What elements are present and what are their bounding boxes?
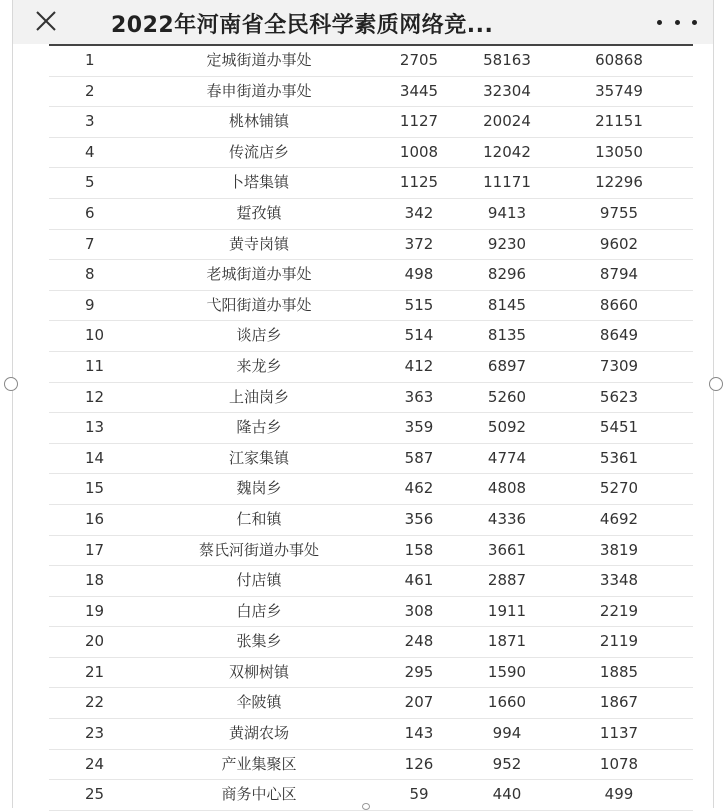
value-c-cell: 5623 <box>599 387 639 406</box>
value-b-cell: 11171 <box>483 173 531 192</box>
value-a-cell: 3445 <box>399 81 439 100</box>
value-b-cell: 4774 <box>487 448 527 467</box>
name-cell: 踅孜镇 <box>236 203 282 222</box>
right-resize-handle[interactable] <box>709 377 723 391</box>
name-cell: 张集乡 <box>236 632 282 651</box>
value-b-cell: 9230 <box>487 234 527 253</box>
value-c-cell: 2219 <box>599 601 639 620</box>
name-cell: 上油岗乡 <box>228 387 289 406</box>
table-row <box>49 199 693 230</box>
name-cell: 付店镇 <box>236 571 282 590</box>
name-cell: 谈店乡 <box>236 326 282 345</box>
rank-cell: 8 <box>85 265 95 284</box>
table-row <box>49 627 693 658</box>
value-a-cell: 248 <box>404 632 434 651</box>
rank-cell: 21 <box>85 662 105 681</box>
value-c-cell: 7309 <box>599 356 639 375</box>
value-b-cell: 9413 <box>487 203 527 222</box>
value-c-cell: 8660 <box>599 295 639 314</box>
value-a-cell: 498 <box>404 265 434 284</box>
value-c-cell: 5451 <box>599 418 639 437</box>
rank-cell: 16 <box>85 509 105 528</box>
rank-cell: 15 <box>85 479 105 498</box>
rank-cell: 3 <box>85 112 95 131</box>
top-bar <box>13 0 713 44</box>
value-a-cell: 461 <box>404 571 434 590</box>
value-a-cell: 1008 <box>399 142 439 161</box>
table-row <box>49 658 693 689</box>
table-row <box>49 719 693 750</box>
value-a-cell: 359 <box>404 418 434 437</box>
name-cell: 黄湖农场 <box>228 724 289 743</box>
left-resize-handle[interactable] <box>4 377 18 391</box>
table-row <box>49 46 693 77</box>
value-c-cell: 21151 <box>595 112 643 131</box>
value-a-cell: 342 <box>404 203 434 222</box>
value-b-cell: 1871 <box>487 632 527 651</box>
table-row <box>49 536 693 567</box>
value-a-cell: 372 <box>404 234 434 253</box>
rank-cell: 13 <box>85 418 105 437</box>
value-b-cell: 32304 <box>483 81 531 100</box>
name-cell: 蔡氏河街道办事处 <box>198 540 319 559</box>
value-b-cell: 20024 <box>483 112 531 131</box>
name-cell: 产业集聚区 <box>221 754 297 773</box>
ranking-table <box>49 44 693 811</box>
table-row <box>49 566 693 597</box>
value-b-cell: 5260 <box>487 387 527 406</box>
rank-cell: 1 <box>85 51 95 69</box>
page-title: 2022年河南省全民科学素质网络竞... <box>111 13 494 38</box>
rank-cell: 5 <box>85 173 95 192</box>
value-a-cell: 514 <box>404 326 434 345</box>
value-c-cell: 35749 <box>595 81 643 100</box>
value-a-cell: 295 <box>404 662 434 681</box>
value-b-cell: 4336 <box>487 509 527 528</box>
table-row <box>49 505 693 536</box>
value-c-cell: 1137 <box>599 724 639 743</box>
rank-cell: 7 <box>85 234 95 253</box>
value-b-cell: 5092 <box>487 418 527 437</box>
value-c-cell: 1867 <box>599 693 639 712</box>
rank-cell: 22 <box>85 693 105 712</box>
more-dots-icon[interactable] <box>657 12 697 32</box>
table-row <box>49 77 693 108</box>
dot <box>675 20 680 25</box>
table-row <box>49 230 693 261</box>
value-b-cell: 3661 <box>487 540 527 559</box>
value-a-cell: 59 <box>409 785 429 804</box>
value-c-cell: 13050 <box>595 142 643 161</box>
value-a-cell: 126 <box>404 754 434 773</box>
name-cell: 桃林铺镇 <box>228 112 289 131</box>
value-a-cell: 2705 <box>399 51 439 69</box>
value-a-cell: 158 <box>404 540 434 559</box>
value-b-cell: 8135 <box>487 326 527 345</box>
table-row <box>49 474 693 505</box>
value-a-cell: 308 <box>404 601 434 620</box>
table-row <box>49 107 693 138</box>
table-row <box>49 383 693 414</box>
table-row <box>49 750 693 781</box>
dot <box>692 20 697 25</box>
value-b-cell: 952 <box>492 754 522 773</box>
value-a-cell: 356 <box>404 509 434 528</box>
table-row <box>49 321 693 352</box>
table-row <box>49 352 693 383</box>
rank-cell: 12 <box>85 387 105 406</box>
close-icon-glyph <box>35 10 57 32</box>
value-c-cell: 60868 <box>595 51 643 69</box>
value-a-cell: 363 <box>404 387 434 406</box>
value-a-cell: 143 <box>404 724 434 743</box>
value-c-cell: 8794 <box>599 265 639 284</box>
value-b-cell: 8145 <box>487 295 527 314</box>
bottom-handle <box>362 803 370 810</box>
name-cell: 商务中心区 <box>221 785 297 804</box>
value-c-cell: 1885 <box>599 662 639 681</box>
name-cell: 春申街道办事处 <box>206 81 312 100</box>
value-b-cell: 4808 <box>487 479 527 498</box>
name-cell: 定城街道办事处 <box>206 51 312 69</box>
rank-cell: 17 <box>85 540 105 559</box>
value-b-cell: 994 <box>492 724 522 743</box>
name-cell: 双柳树镇 <box>228 662 289 681</box>
value-c-cell: 1078 <box>599 754 639 773</box>
value-c-cell: 3348 <box>599 571 639 590</box>
value-c-cell: 9755 <box>599 203 639 222</box>
rank-cell: 4 <box>85 142 95 161</box>
value-c-cell: 3819 <box>599 540 639 559</box>
value-a-cell: 462 <box>404 479 434 498</box>
table-row <box>49 597 693 628</box>
name-cell: 老城街道办事处 <box>206 265 312 284</box>
value-c-cell: 5270 <box>599 479 639 498</box>
table-row <box>49 260 693 291</box>
rank-cell: 19 <box>85 601 105 620</box>
value-c-cell: 499 <box>604 785 634 804</box>
value-c-cell: 12296 <box>595 173 643 192</box>
value-c-cell: 4692 <box>599 509 639 528</box>
value-b-cell: 58163 <box>483 51 531 69</box>
value-c-cell: 8649 <box>599 326 639 345</box>
rank-cell: 20 <box>85 632 105 651</box>
value-c-cell: 9602 <box>599 234 639 253</box>
value-a-cell: 1127 <box>399 112 439 131</box>
dot <box>657 20 662 25</box>
name-cell: 江家集镇 <box>228 448 289 467</box>
value-b-cell: 2887 <box>487 571 527 590</box>
app-frame <box>12 0 714 808</box>
value-b-cell: 12042 <box>483 142 531 161</box>
value-a-cell: 587 <box>404 448 434 467</box>
table-row <box>49 413 693 444</box>
name-cell: 传流店乡 <box>228 142 289 161</box>
name-cell: 黄寺岗镇 <box>228 234 289 253</box>
table-row <box>49 138 693 169</box>
rank-cell: 2 <box>85 81 95 100</box>
value-b-cell: 440 <box>492 785 522 804</box>
value-a-cell: 1125 <box>399 173 439 192</box>
name-cell: 白店乡 <box>236 601 282 620</box>
value-c-cell: 5361 <box>599 448 639 467</box>
name-cell: 来龙乡 <box>236 356 282 375</box>
table-row <box>49 291 693 322</box>
value-b-cell: 1590 <box>487 662 527 681</box>
name-cell: 魏岗乡 <box>236 479 282 498</box>
name-cell: 隆古乡 <box>236 418 282 437</box>
name-cell: 卜塔集镇 <box>228 173 289 192</box>
table-row <box>49 688 693 719</box>
rank-cell: 18 <box>85 571 105 590</box>
rank-cell: 9 <box>85 295 95 314</box>
rank-cell: 25 <box>85 785 105 804</box>
rank-cell: 11 <box>85 356 105 375</box>
rank-cell: 14 <box>85 448 105 467</box>
rank-cell: 23 <box>85 724 105 743</box>
rank-cell: 10 <box>85 326 105 345</box>
value-c-cell: 2119 <box>599 632 639 651</box>
value-b-cell: 8296 <box>487 265 527 284</box>
value-a-cell: 412 <box>404 356 434 375</box>
value-b-cell: 6897 <box>487 356 527 375</box>
name-cell: 伞陂镇 <box>236 693 282 712</box>
name-cell: 弋阳街道办事处 <box>206 295 312 314</box>
value-a-cell: 515 <box>404 295 434 314</box>
name-cell: 仁和镇 <box>236 509 282 528</box>
rank-cell: 24 <box>85 754 105 773</box>
table-row <box>49 168 693 199</box>
rank-cell: 6 <box>85 203 95 222</box>
value-b-cell: 1660 <box>487 693 527 712</box>
close-icon[interactable] <box>31 6 61 36</box>
value-b-cell: 1911 <box>487 601 527 620</box>
table-row <box>49 780 693 811</box>
table-row <box>49 444 693 475</box>
value-a-cell: 207 <box>404 693 434 712</box>
